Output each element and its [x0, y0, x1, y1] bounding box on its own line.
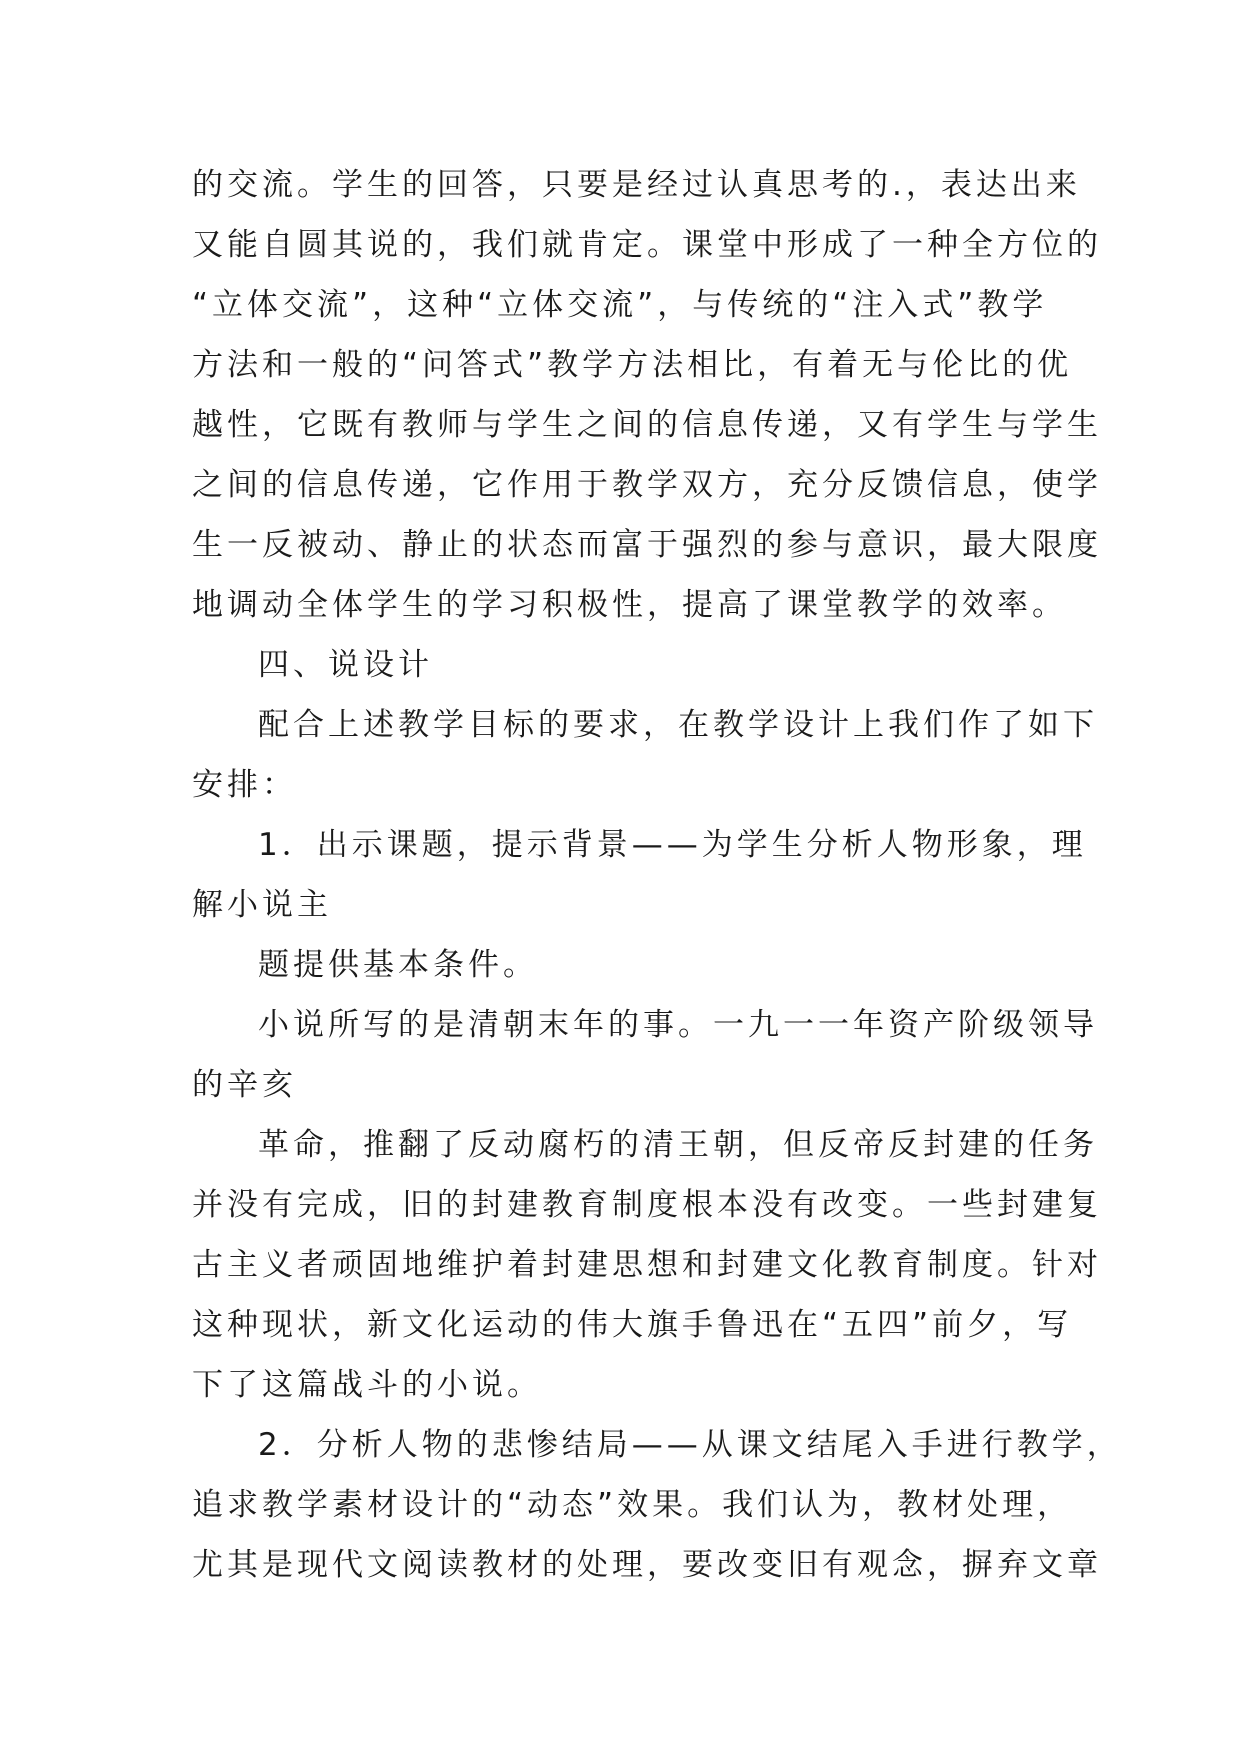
text-line: 追求教学素材设计的“动态”效果。我们认为，教材处理，	[192, 1487, 1073, 1523]
text-line: 又能自圆其说的，我们就肯定。课堂中形成了一种全方位的	[192, 227, 1102, 263]
text-line: 方法和一般的“问答式”教学方法相比，有着无与伦比的优	[192, 347, 1073, 383]
text-line: 地调动全体学生的学习积极性，提高了课堂教学的效率。	[192, 587, 1067, 623]
text-line: 之间的信息传递，它作用于教学双方，充分反馈信息，使学	[192, 467, 1102, 503]
text-line: 古主义者顽固地维护着封建思想和封建文化教育制度。针对	[192, 1247, 1102, 1283]
text-line: “立体交流”，这种“立体交流”，与传统的“注入式”教学	[192, 287, 1048, 323]
text-line: 题提供基本条件。	[258, 947, 538, 983]
text-line: 1．出示课题，提示背景——为学生分析人物形象，理	[258, 827, 1087, 863]
text-line: 的交流。学生的回答，只要是经过认真思考的.，表达出来	[192, 167, 1081, 203]
text-line: 这种现状，新文化运动的伟大旗手鲁迅在“五四”前夕，写	[192, 1307, 1073, 1343]
text-line: 并没有完成，旧的封建教育制度根本没有改变。一些封建复	[192, 1187, 1102, 1223]
document-body	[192, 155, 1122, 1595]
text-line: 配合上述教学目标的要求，在教学设计上我们作了如下	[258, 707, 1098, 743]
text-line: 安排：	[192, 767, 297, 803]
text-line: 革命，推翻了反动腐朽的清王朝，但反帝反封建的任务	[258, 1127, 1098, 1163]
text-line: 尤其是现代文阅读教材的处理，要改变旧有观念，摒弃文章	[192, 1547, 1102, 1583]
text-line: 2．分析人物的悲惨结局——从课文结尾入手进行教学，	[258, 1427, 1122, 1463]
text-line: 下了这篇战斗的小说。	[192, 1367, 542, 1403]
text-line: 越性，它既有教师与学生之间的信息传递，又有学生与学生	[192, 407, 1102, 443]
text-line: 的辛亥	[192, 1067, 297, 1103]
text-line: 四、说设计	[258, 647, 433, 683]
text-line: 小说所写的是清朝末年的事。一九一一年资产阶级领导	[258, 1007, 1098, 1043]
text-line: 生一反被动、静止的状态而富于强烈的参与意识，最大限度	[192, 527, 1102, 563]
text-line: 解小说主	[192, 887, 332, 923]
